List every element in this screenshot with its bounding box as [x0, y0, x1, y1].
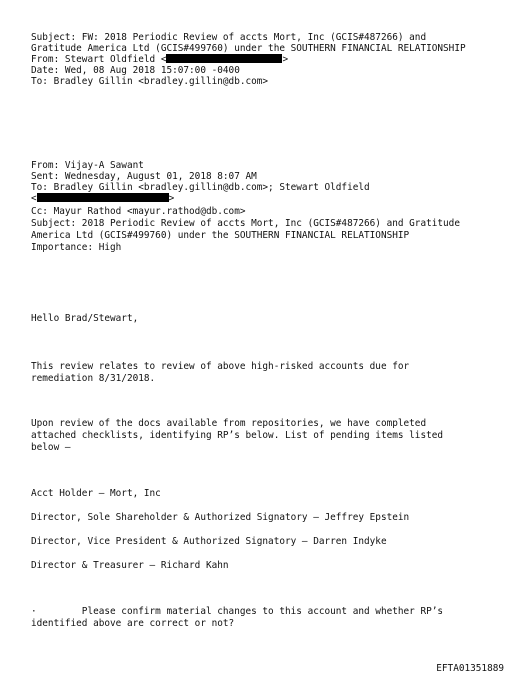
header-date-line: Date: Wed, 08 Aug 2018 15:07:00 -0400	[31, 65, 240, 76]
fwd-subject-line-1: Subject: 2018 Periodic Review of accts Mort, Inc (GCIS#487266) and Gratitude	[31, 218, 460, 229]
acct-holder-line: Acct Holder – Mort, Inc	[31, 488, 161, 499]
document-id: EFTA01351889	[436, 663, 504, 674]
bullet-line-2: identified above are correct or not?	[31, 618, 235, 629]
header-from-line	[31, 54, 288, 65]
redaction-bar	[166, 54, 282, 63]
para2-line-3: below –	[31, 442, 71, 453]
para2-line-1: Upon review of the docs available from repositories, we have completed	[31, 418, 427, 429]
greeting: Hello Brad/Stewart,	[31, 313, 139, 324]
para1-line-2: remediation 8/31/2018.	[31, 373, 156, 384]
redaction-bar	[37, 193, 169, 202]
fwd-subject-line-2: America Ltd (GCIS#499760) under the SOUTHERN FINANCIAL RELATIONSHIP	[31, 230, 410, 241]
fwd-to-cont-prefix: <	[31, 193, 37, 204]
header-from-text: From: Stewart Oldfield <	[31, 54, 167, 65]
header-from-suffix: >	[282, 54, 289, 65]
header-subject-line-1: Subject: FW: 2018 Periodic Review of accts Mort, Inc (GCIS#487266) and	[31, 32, 427, 43]
director-line-2: Director, Vice President & Authorized Signatory – Darren Indyke	[31, 536, 387, 547]
fwd-to-line: To: Bradley Gillin <bradley.gillin@db.com>; Stewart Oldfield	[31, 182, 370, 193]
director-line-1: Director, Sole Shareholder & Authorized Signatory – Jeffrey Epstein	[31, 512, 410, 523]
bullet-line-1: · Please confirm material changes to this account and whether RP’s	[31, 606, 444, 617]
fwd-importance-line: Importance: High	[31, 242, 122, 253]
para2-line-2: attached checklists, identifying RP’s below. List of pending items listed	[31, 430, 444, 441]
fwd-cc-line: Cc: Mayur Rathod <mayur.rathod@db.com>	[31, 206, 246, 217]
fwd-sent-line: Sent: Wednesday, August 01, 2018 8:07 AM	[31, 171, 257, 182]
director-line-3: Director & Treasurer – Richard Kahn	[31, 560, 229, 571]
para1-line-1: This review relates to review of above high-risked accounts due for	[31, 361, 410, 372]
fwd-from-line: From: Vijay-A Sawant	[31, 160, 144, 171]
header-subject-line-2: Gratitude America Ltd (GCIS#499760) under the SOUTHERN FINANCIAL RELATIONSHIP	[31, 43, 466, 54]
fwd-to-cont-line	[31, 193, 174, 204]
header-to-line: To: Bradley Gillin <bradley.gillin@db.com>	[31, 76, 269, 87]
fwd-to-cont-suffix: >	[168, 193, 175, 204]
